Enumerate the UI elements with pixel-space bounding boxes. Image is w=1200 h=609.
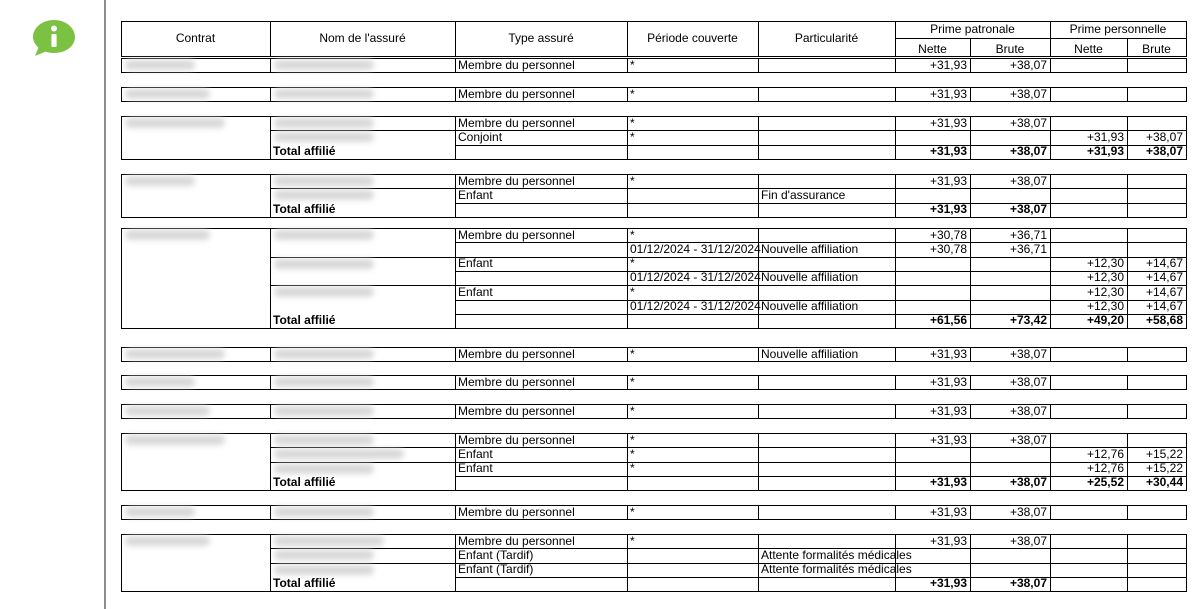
- amount-cell-pb: +38,07: [1009, 504, 1047, 519]
- header-prime-personnelle: Prime personnelle: [1069, 22, 1167, 36]
- amount-cell-qn: +49,20: [1086, 313, 1124, 328]
- table-rule: [758, 375, 759, 390]
- amount-cell-pb: +38,07: [1009, 202, 1047, 217]
- amount-cell-qn: +12,76: [1086, 461, 1124, 476]
- table-rule: [270, 505, 271, 520]
- table-rule: [1186, 347, 1187, 362]
- table-rule: [1186, 404, 1187, 419]
- table-rule: [627, 347, 628, 362]
- amount-cell-pb: +38,07: [1009, 374, 1047, 389]
- amount-cell-pn: +31,93: [929, 173, 967, 188]
- table-rule: [627, 87, 628, 102]
- type-cell: Enfant: [458, 187, 493, 202]
- amount-cell-pb: +38,07: [1009, 403, 1047, 418]
- header-patronale-brute: Brute: [995, 42, 1025, 56]
- amount-cell-pb: +38,07: [1009, 144, 1047, 159]
- redacted-contract: [125, 60, 195, 70]
- redacted-name: [274, 118, 374, 128]
- type-cell: Membre du personnel: [458, 86, 575, 101]
- redacted-contract: [125, 435, 225, 445]
- redacted-contract: [125, 507, 195, 517]
- type-cell: Enfant (Tardif): [458, 562, 534, 577]
- table-rule: [1186, 87, 1187, 102]
- redacted-name: [274, 464, 374, 474]
- amount-cell-qb: +30,44: [1145, 475, 1183, 490]
- type-cell: Enfant: [458, 284, 493, 299]
- periode-cell: *: [630, 115, 635, 130]
- type-cell: Membre du personnel: [458, 432, 575, 447]
- table-rule: [121, 490, 1187, 491]
- table-rule: [270, 21, 271, 57]
- table-rule: [895, 38, 1187, 39]
- redacted-name: [274, 176, 374, 186]
- table-rule: [121, 433, 122, 491]
- table-rule: [455, 577, 1187, 578]
- table-rule: [121, 217, 1187, 218]
- table-rule: [455, 375, 456, 390]
- table-rule: [1050, 58, 1051, 73]
- table-rule: [455, 87, 456, 102]
- table-rule: [455, 404, 456, 419]
- table-rule: [121, 72, 1187, 73]
- table-rule: [121, 174, 122, 218]
- amount-cell-pn: +31,93: [929, 504, 967, 519]
- amount-cell-pn: +30,78: [929, 241, 967, 256]
- type-cell: Membre du personnel: [458, 533, 575, 548]
- table-rule: [121, 418, 1187, 419]
- table-rule: [627, 58, 628, 73]
- redacted-name: [274, 550, 374, 560]
- total-affilie-label: Total affilié: [273, 475, 336, 490]
- table-rule: [627, 116, 628, 160]
- table-rule: [1127, 58, 1128, 73]
- amount-cell-pb: +38,07: [1009, 475, 1047, 490]
- table-rule: [1050, 404, 1051, 419]
- amount-cell-pb: +36,71: [1009, 241, 1047, 256]
- amount-cell-qn: +12,30: [1086, 270, 1124, 285]
- redacted-contract: [125, 377, 195, 387]
- table-rule: [758, 404, 759, 419]
- table-rule: [270, 174, 271, 218]
- info-icon[interactable]: [31, 18, 77, 58]
- periode-cell: 01/12/2024 - 31/12/2024: [630, 299, 761, 313]
- pane-divider: [104, 0, 106, 609]
- amount-cell-pb: +73,42: [1009, 313, 1047, 328]
- table-rule: [1050, 505, 1051, 520]
- periode-cell: 01/12/2024 - 31/12/2024: [630, 270, 761, 285]
- table-rule: [1127, 174, 1128, 218]
- periode-cell: *: [630, 346, 635, 361]
- type-cell: Conjoint: [458, 129, 503, 144]
- amount-cell-pn: +31,93: [929, 475, 967, 490]
- table-rule: [1127, 505, 1128, 520]
- amount-cell-qb: +38,07: [1145, 129, 1183, 144]
- table-rule: [455, 174, 456, 218]
- redacted-name: [274, 190, 374, 200]
- redacted-name: [274, 435, 374, 445]
- periode-cell: *: [630, 403, 635, 418]
- table-rule: [1127, 87, 1128, 102]
- amount-cell-pn: +31,93: [929, 346, 967, 361]
- amount-cell-qb: +14,67: [1145, 299, 1183, 313]
- amount-cell-pb: +38,07: [1009, 86, 1047, 101]
- redacted-name: [274, 60, 374, 70]
- amount-cell-qb: +38,07: [1145, 144, 1183, 159]
- periode-cell: *: [630, 57, 635, 72]
- redacted-name: [274, 449, 404, 459]
- header-contrat: Contrat: [175, 31, 216, 45]
- redacted-contract: [125, 176, 195, 186]
- table-rule: [627, 505, 628, 520]
- table-rule: [270, 347, 271, 362]
- table-rule: [758, 58, 759, 73]
- particularite-cell: Nouvelle affiliation: [761, 299, 859, 313]
- table-rule: [1050, 174, 1051, 218]
- amount-cell-qb: +15,22: [1145, 461, 1183, 476]
- table-rule: [121, 87, 122, 102]
- header-patronale-nette: Nette: [918, 42, 947, 56]
- total-affilie-label: Total affilié: [273, 202, 336, 217]
- type-cell: Membre du personnel: [458, 374, 575, 389]
- periode-cell: *: [630, 129, 635, 144]
- redacted-name: [274, 259, 374, 269]
- periode-cell: 01/12/2024 - 31/12/2024: [630, 241, 761, 256]
- type-cell: Enfant (Tardif): [458, 547, 534, 562]
- header-personnelle-brute: Brute: [1142, 42, 1171, 56]
- header-prime-patronale: Prime patronale: [930, 22, 1015, 36]
- redacted-contract: [125, 406, 210, 416]
- amount-cell-qb: +14,67: [1145, 256, 1183, 271]
- amount-cell-pn: +61,56: [929, 313, 967, 328]
- amount-cell-qb: +14,67: [1145, 284, 1183, 299]
- amount-cell-pn: +31,93: [929, 86, 967, 101]
- periode-cell: *: [630, 173, 635, 188]
- amount-cell-pb: +38,07: [1009, 576, 1047, 591]
- total-affilie-label: Total affilié: [273, 313, 336, 328]
- particularite-cell: Nouvelle affiliation: [761, 241, 859, 256]
- redacted-name: [274, 230, 374, 240]
- table-rule: [758, 21, 759, 57]
- redacted-name: [274, 287, 374, 297]
- table-rule: [1050, 347, 1051, 362]
- table-rule: [121, 389, 1187, 390]
- table-rule: [121, 375, 122, 390]
- amount-cell-pb: +38,07: [1009, 346, 1047, 361]
- type-cell: Membre du personnel: [458, 115, 575, 130]
- table-rule: [121, 591, 1187, 592]
- table-rule: [1186, 58, 1187, 73]
- table-rule: [758, 116, 759, 160]
- table-rule: [1127, 38, 1128, 57]
- particularite-cell: Nouvelle affiliation: [761, 270, 859, 285]
- redacted-name: [274, 507, 374, 517]
- amount-cell-pb: +38,07: [1009, 173, 1047, 188]
- amount-cell-pb: +36,71: [1009, 227, 1047, 242]
- type-cell: Enfant: [458, 461, 493, 476]
- table-rule: [455, 116, 456, 160]
- table-rule: [270, 116, 271, 160]
- table-rule: [1127, 375, 1128, 390]
- redacted-contract: [125, 230, 210, 240]
- table-rule: [1186, 505, 1187, 520]
- table-rule: [121, 56, 1187, 57]
- periode-cell: *: [630, 256, 635, 271]
- table-rule: [121, 347, 122, 362]
- amount-cell-qb: +58,68: [1145, 313, 1183, 328]
- periode-cell: *: [630, 374, 635, 389]
- amount-cell-pn: +31,93: [929, 202, 967, 217]
- periode-cell: *: [630, 504, 635, 519]
- table-rule: [1127, 347, 1128, 362]
- redacted-name: [274, 536, 384, 546]
- redacted-contract: [125, 536, 210, 546]
- particularite-cell: Attente formalités médicales: [761, 547, 912, 562]
- total-affilie-label: Total affilié: [273, 144, 336, 159]
- type-cell: Membre du personnel: [458, 173, 575, 188]
- amount-cell-pb: +38,07: [1009, 432, 1047, 447]
- amount-cell-qn: +31,93: [1086, 144, 1124, 159]
- amount-cell-qn: +12,30: [1086, 256, 1124, 271]
- redacted-contract: [125, 349, 225, 359]
- amount-cell-qn: +12,76: [1086, 446, 1124, 461]
- table-rule: [1127, 404, 1128, 419]
- redacted-contract: [125, 89, 210, 99]
- table-rule: [455, 203, 1187, 204]
- particularite-cell: Nouvelle affiliation: [761, 346, 859, 361]
- particularite-cell: Fin d'assurance: [761, 187, 846, 202]
- header-periode: Période couverte: [647, 31, 738, 45]
- redacted-name: [274, 349, 374, 359]
- table-rule: [758, 174, 759, 218]
- amount-cell-pn: +31,93: [929, 374, 967, 389]
- amount-cell-pn: +30,78: [929, 227, 967, 242]
- amount-cell-pb: +38,07: [1009, 115, 1047, 130]
- amount-cell-qn: +31,93: [1086, 129, 1124, 144]
- table-rule: [1050, 21, 1051, 57]
- amount-cell-pb: +38,07: [1009, 57, 1047, 72]
- amount-cell-qb: +14,67: [1145, 270, 1183, 285]
- redacted-name: [274, 406, 374, 416]
- table-rule: [1186, 116, 1187, 160]
- redacted-contract: [125, 118, 225, 128]
- periode-cell: *: [630, 461, 635, 476]
- table-rule: [270, 58, 271, 73]
- table-rule: [1186, 21, 1187, 57]
- amount-cell-qn: +12,30: [1086, 284, 1124, 299]
- amount-cell-pn: +31,93: [929, 533, 967, 548]
- periode-cell: *: [630, 432, 635, 447]
- table-rule: [270, 375, 271, 390]
- redacted-name: [274, 565, 374, 575]
- table-rule: [627, 21, 628, 57]
- table-rule: [121, 159, 1187, 160]
- total-affilie-label: Total affilié: [273, 576, 336, 591]
- type-cell: Enfant: [458, 256, 493, 271]
- header-particularite: Particularité: [794, 31, 859, 45]
- periode-cell: *: [630, 533, 635, 548]
- amount-cell-qn: +25,52: [1086, 475, 1124, 490]
- amount-cell-pn: +31,93: [929, 144, 967, 159]
- table-rule: [1186, 174, 1187, 218]
- table-rule: [121, 534, 122, 592]
- table-rule: [758, 87, 759, 102]
- amount-cell-pn: +31,93: [929, 576, 967, 591]
- table-rule: [121, 116, 122, 160]
- table-rule: [1186, 375, 1187, 390]
- periode-cell: *: [630, 227, 635, 242]
- type-cell: Membre du personnel: [458, 504, 575, 519]
- table-rule: [121, 519, 1187, 520]
- table-rule: [121, 101, 1187, 102]
- table-rule: [627, 404, 628, 419]
- amount-cell-qn: +12,30: [1086, 299, 1124, 313]
- left-pane: [0, 0, 104, 609]
- type-cell: Membre du personnel: [458, 57, 575, 72]
- table-rule: [758, 505, 759, 520]
- table-rule: [1050, 375, 1051, 390]
- amount-cell-pn: +31,93: [929, 403, 967, 418]
- redacted-name: [274, 132, 374, 142]
- type-cell: Membre du personnel: [458, 403, 575, 418]
- table-rule: [455, 21, 456, 57]
- header-type: Type assuré: [508, 31, 574, 45]
- header-nom: Nom de l'assuré: [319, 31, 406, 45]
- redacted-name: [274, 89, 374, 99]
- periode-cell: *: [630, 446, 635, 461]
- table-rule: [1050, 87, 1051, 102]
- type-cell: Membre du personnel: [458, 346, 575, 361]
- type-cell: Membre du personnel: [458, 227, 575, 242]
- particularite-cell: Attente formalités médicales: [761, 562, 912, 577]
- table-rule: [121, 505, 122, 520]
- table-rule: [455, 505, 456, 520]
- table-rule: [895, 21, 896, 57]
- amount-cell-pb: +38,07: [1009, 533, 1047, 548]
- table-rule: [121, 228, 122, 329]
- table-rule: [121, 361, 1187, 362]
- header-personnelle-nette: Nette: [1074, 42, 1103, 56]
- periode-cell: *: [630, 86, 635, 101]
- table-rule: [121, 58, 122, 73]
- table-rule: [270, 228, 271, 329]
- periode-cell: *: [630, 284, 635, 299]
- table-rule: [121, 404, 122, 419]
- table-rule: [758, 347, 759, 362]
- table-rule: [627, 375, 628, 390]
- redacted-name: [274, 377, 374, 387]
- table-rule: [627, 174, 628, 218]
- table-rule: [121, 328, 1187, 329]
- table-rule: [121, 21, 122, 57]
- amount-cell-qb: +15,22: [1145, 446, 1183, 461]
- table-rule: [455, 347, 456, 362]
- type-cell: Enfant: [458, 446, 493, 461]
- table-rule: [970, 38, 971, 57]
- table-rule: [270, 87, 271, 102]
- amount-cell-pn: +31,93: [929, 115, 967, 130]
- amount-cell-pn: +31,93: [929, 57, 967, 72]
- amount-cell-pn: +31,93: [929, 432, 967, 447]
- table-rule: [270, 404, 271, 419]
- table-rule: [455, 58, 456, 73]
- table-rule: [121, 21, 1187, 22]
